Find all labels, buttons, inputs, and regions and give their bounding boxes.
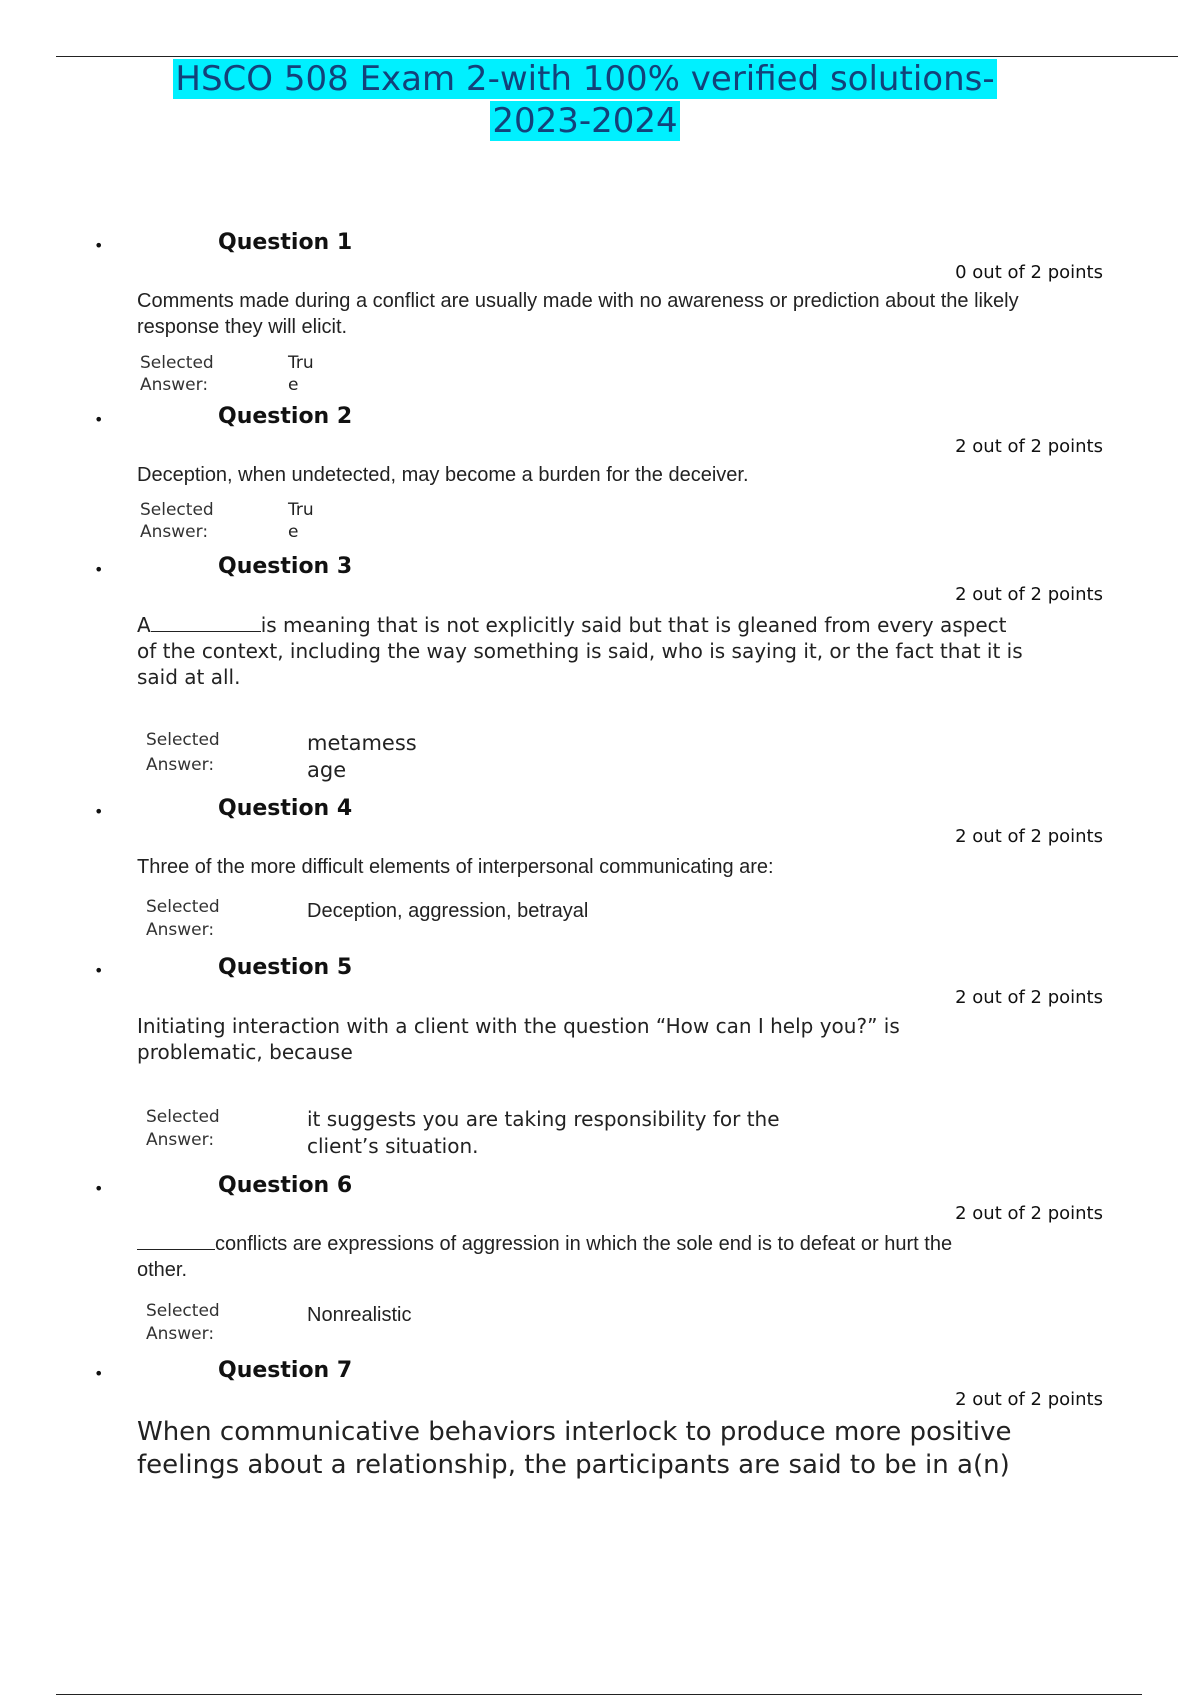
question-3-answer: metamess age xyxy=(307,731,417,782)
question-5-points: 2 out of 2 points xyxy=(955,987,1103,1008)
selected-label: Selected xyxy=(146,897,220,917)
selected-label: Selected xyxy=(146,730,220,750)
question-1-text: Comments made during a conflict are usually made with no awareness or prediction about the likely response they will elicit. xyxy=(137,290,1019,338)
question-4-answer: Deception, aggression, betrayal xyxy=(307,900,589,922)
top-rule xyxy=(56,56,1178,57)
question-7-points: 2 out of 2 points xyxy=(955,1389,1103,1410)
answer-label: Answer: xyxy=(146,755,215,775)
selected-label: Selected xyxy=(146,1301,220,1321)
question-6-heading: Question 6 xyxy=(218,1173,353,1198)
bullet: • xyxy=(94,961,104,980)
bullet: • xyxy=(94,1364,104,1383)
question-6-points: 2 out of 2 points xyxy=(955,1203,1103,1224)
bullet: • xyxy=(94,802,104,821)
bullet: • xyxy=(94,236,104,255)
question-5-text: Initiating interaction with a client with the question “How can I help you?” is problematic, because xyxy=(137,1014,900,1064)
answer-label: Answer: xyxy=(146,1324,215,1344)
question-2-answer: Tru e xyxy=(288,500,314,542)
document-title: HSCO 508 Exam 2-with 100% verified solutions- 2023-2024 xyxy=(175,59,995,141)
question-6-text: conflicts are expressions of aggression in which the sole end is to defeat or hurt the other. xyxy=(137,1233,953,1281)
question-5-answer: it suggests you are taking responsibility for the client’s situation. xyxy=(307,1107,780,1158)
question-3-text: A is meaning that is not explicitly said but that is gleaned from every aspect of the context, including the way something is said, who is saying it, or the fact that it is said at all. xyxy=(137,613,1023,689)
selected-label: Selected xyxy=(140,500,214,520)
bottom-rule xyxy=(56,1694,1142,1695)
answer-blank xyxy=(151,613,261,632)
answer-label: Answer: xyxy=(146,920,215,940)
question-3-heading: Question 3 xyxy=(218,554,353,579)
question-2-heading: Question 2 xyxy=(218,404,353,429)
question-3-points: 2 out of 2 points xyxy=(955,584,1103,605)
question-4-heading: Question 4 xyxy=(218,796,353,821)
question-2-text: Deception, when undetected, may become a burden for the deceiver. xyxy=(137,464,749,486)
question-2-points: 2 out of 2 points xyxy=(955,436,1103,457)
answer-label: Answer: xyxy=(140,375,209,395)
bullet: • xyxy=(94,1179,104,1198)
answer-blank xyxy=(137,1231,215,1250)
answer-label: Answer: xyxy=(140,522,209,542)
selected-label: Selected xyxy=(140,353,214,373)
question-5-heading: Question 5 xyxy=(218,955,353,980)
question-4-text: Three of the more difficult elements of interpersonal communicating are: xyxy=(137,856,774,878)
answer-label: Answer: xyxy=(146,1130,215,1150)
question-4-points: 2 out of 2 points xyxy=(955,826,1103,847)
selected-label: Selected xyxy=(146,1107,220,1127)
question-7-heading: Question 7 xyxy=(218,1358,353,1383)
question-6-answer: Nonrealistic xyxy=(307,1304,412,1326)
bullet: • xyxy=(94,410,104,429)
question-7-text: When communicative behaviors interlock to produce more positive feelings about a relationship, the participants are said to be in a(n) xyxy=(137,1417,1012,1480)
question-1-heading: Question 1 xyxy=(218,230,353,255)
question-1-answer: Tru e xyxy=(288,353,314,395)
question-1-points: 0 out of 2 points xyxy=(955,262,1103,283)
bullet: • xyxy=(94,560,104,579)
